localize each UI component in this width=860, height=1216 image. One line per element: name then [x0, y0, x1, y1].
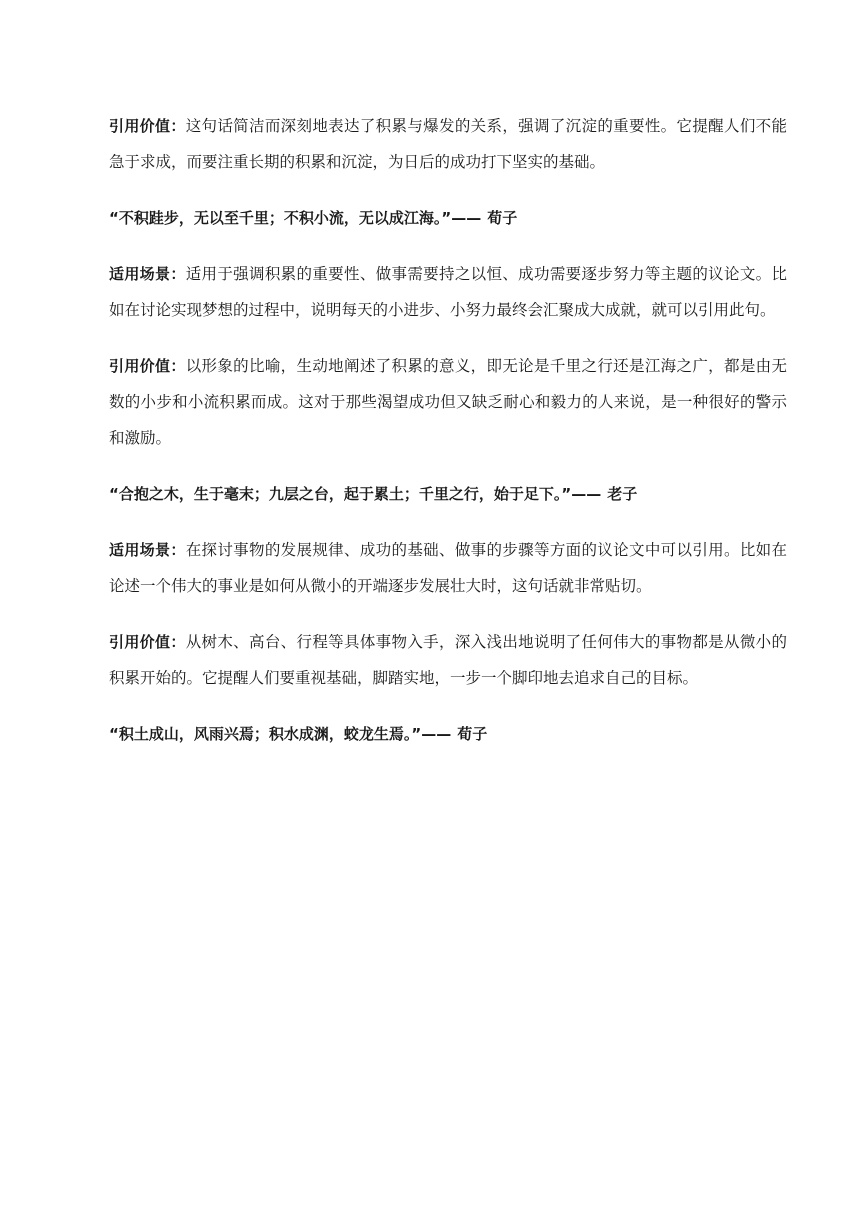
- quote-line: [109, 716, 787, 752]
- paragraph-citation-value: [109, 624, 787, 696]
- label-separator: ：: [170, 633, 186, 651]
- paragraph-label: 引用价值: [109, 633, 171, 651]
- paragraph-text: 从树木、高台、行程等具体事物入手，深入浅出地说明了任何伟大的事物都是从微小的积累开始的。它提醒人们要重视基础，脚踏实地，一步一个脚印地去追求自己的目标。: [109, 633, 787, 687]
- label-separator: ：: [170, 357, 186, 375]
- quote-text: “不积跬步，无以至千里；不积小流，无以成江海。”——: [109, 209, 482, 227]
- quote-text: “合抱之木，生于毫末；九层之台，起于累土；千里之行，始于足下。”——: [109, 485, 602, 503]
- paragraph-text: 以形象的比喻，生动地阐述了积累的意义，即无论是千里之行还是江海之广，都是由无数的小步和小流积累而成。这对于那些渴望成功但又缺乏耐心和毅力的人来说，是一种很好的警示和激励。: [109, 357, 787, 447]
- label-separator: ：: [170, 117, 186, 135]
- paragraph-use-case: [109, 256, 787, 328]
- document-page: [109, 108, 787, 772]
- paragraph-citation-value: [109, 348, 787, 456]
- quote-author: 荀子: [457, 725, 488, 743]
- paragraph-label: 适用场景: [109, 541, 171, 559]
- quote-line: [109, 476, 787, 512]
- paragraph-label: 引用价值: [109, 357, 171, 375]
- quote-line: [109, 200, 787, 236]
- label-separator: ：: [170, 265, 186, 283]
- paragraph-text: 适用于强调积累的重要性、做事需要持之以恒、成功需要逐步努力等主题的议论文。比如在讨论实现梦想的过程中，说明每天的小进步、小努力最终会汇聚成大成就，就可以引用此句。: [109, 265, 787, 319]
- paragraph-label: 适用场景: [109, 265, 171, 283]
- paragraph-use-case: [109, 532, 787, 604]
- paragraph-citation-value: [109, 108, 787, 180]
- quote-author: 老子: [607, 485, 638, 503]
- paragraph-text: 在探讨事物的发展规律、成功的基础、做事的步骤等方面的议论文中可以引用。比如在论述一个伟大的事业是如何从微小的开端逐步发展壮大时，这句话就非常贴切。: [109, 541, 787, 595]
- quote-author: 荀子: [487, 209, 518, 227]
- label-separator: ：: [170, 541, 186, 559]
- paragraph-label: 引用价值: [109, 117, 171, 135]
- quote-text: “积土成山，风雨兴焉；积水成渊，蛟龙生焉。”——: [109, 725, 452, 743]
- paragraph-text: 这句话简洁而深刻地表达了积累与爆发的关系，强调了沉淀的重要性。它提醒人们不能急于求成，而要注重长期的积累和沉淀，为日后的成功打下坚实的基础。: [109, 117, 787, 171]
